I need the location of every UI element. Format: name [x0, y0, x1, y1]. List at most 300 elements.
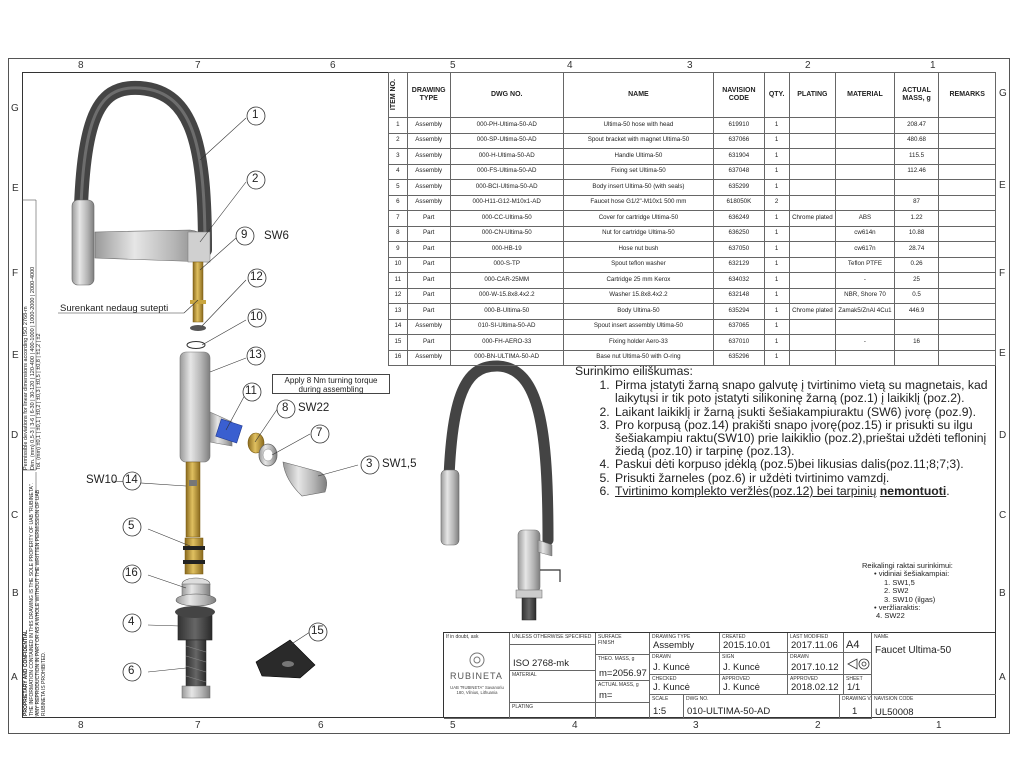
modified-value: 2017.11.06 [791, 640, 838, 651]
cell-remarks [939, 118, 996, 134]
cell-dwg: 000-S-TP [450, 257, 563, 273]
cell-mass [894, 350, 939, 366]
unless-label: UNLESS OTHERWISE SPECIFIED [512, 634, 592, 640]
assembly-notes [575, 365, 995, 498]
cell-material [836, 149, 895, 165]
cell-code: 618050K [714, 195, 765, 211]
cell-item: 9 [389, 242, 408, 258]
cell-dwg: 000-CAR-25MM [450, 273, 563, 289]
scale-value: 1:5 [653, 706, 667, 717]
cell-mass: 208.47 [894, 118, 939, 134]
cell-code: 634032 [714, 273, 765, 289]
note-item: 5. Prisukti žarneles (poz.6) ir uždėti tvirtinimo vamzdį. [613, 472, 995, 485]
table-row [389, 242, 996, 258]
grid-col-label: 3 [687, 60, 693, 71]
cell-code: 636250 [714, 226, 765, 242]
table-row [389, 195, 996, 211]
cell-plating [789, 164, 836, 180]
cell-plating [789, 195, 836, 211]
note-item-6-text: Tvirtinimo komplekto veržlės(poz.12) bei tarpinių [615, 483, 877, 498]
cell-material [836, 164, 895, 180]
cell-qty: 1 [764, 350, 789, 366]
callout-11: 11 [245, 385, 257, 397]
cell-dwg: 010-SI-Ultima-50-AD [450, 319, 563, 335]
grid-row-label: B [999, 588, 1006, 599]
callout-12: 12 [250, 271, 263, 283]
cell-mass [894, 319, 939, 335]
dwg-value: 010-ULTIMA-50-AD [687, 706, 771, 717]
table-row [389, 133, 996, 149]
cell-dwg: 000-CN-Ultima-50 [450, 226, 563, 242]
cell-qty: 1 [764, 273, 789, 289]
grid-col-label: 4 [567, 60, 573, 71]
grid-col-label: 7 [195, 720, 201, 731]
cell-remarks [939, 335, 996, 351]
note-item: 2. Laikant laikiklį ir žarną įsukti šešiakampiuraktu (SW6) įvorę (poz.9). [613, 406, 995, 419]
table-row [389, 149, 996, 165]
cell-item: 14 [389, 319, 408, 335]
cell-dwg: 000-H11-G12-M10x1-AD [450, 195, 563, 211]
tolerance-dims: Dim. (mm) 0,5-3 | 3-6 | 6-30 | 30-120 | 120-400 | 400-1000 | 1000-2000 | 2000-4000 [29, 266, 36, 470]
callout-15: 15 [311, 625, 324, 637]
callout-sw10: SW10 [86, 474, 118, 486]
cell-item: 10 [389, 257, 408, 273]
cell-name: Washer 15.8x8.4x2.2 [563, 288, 713, 304]
cell-material: ABS [836, 211, 895, 227]
dwg-label: DWG NO. [686, 696, 709, 702]
cell-code: 637066 [714, 133, 765, 149]
cell-material [836, 133, 895, 149]
callout-2: 2 [252, 173, 259, 185]
torque-line-1: Apply 8 Nm turning torque [284, 376, 378, 385]
checked-label: CHECKED [652, 676, 677, 682]
assembled-faucet-view [441, 366, 560, 620]
cell-plating [789, 118, 836, 134]
proprietary-title: PROPRIETARY AND CONFIDENTIAL [23, 629, 29, 716]
cell-remarks [939, 257, 996, 273]
cell-item: 11 [389, 273, 408, 289]
callout-5: 5 [128, 520, 135, 532]
approved-label: APPROVED [722, 676, 750, 682]
parts-table-header [389, 73, 996, 118]
created-label: CREATED [722, 634, 746, 640]
col-code: NAVISION CODE [714, 73, 765, 118]
keys-wrench-title: veržliaraktis: [878, 603, 921, 613]
cell-material [836, 319, 895, 335]
cell-item: 3 [389, 149, 408, 165]
required-keys: Reikalingi raktai surinkimui: • vidiniai šešiakampiai: 1. SW1,5 2. SW2 3. SW10 (ilgas) • veržliaraktis: 4. SW22 [862, 562, 997, 621]
projection-symbol [844, 653, 872, 675]
cell-qty: 1 [764, 226, 789, 242]
table-row [389, 257, 996, 273]
cell-plating [789, 319, 836, 335]
grid-col-label: 2 [805, 60, 811, 71]
cell-dwg: 000-H-Ultima-50-AD [450, 149, 563, 165]
note-item: 4. Paskui dėti korpuso įdėklą (poz.5)bei likusias dalis(poz.11;8;7;3). [613, 458, 995, 471]
sheet-value: 1/1 [847, 682, 861, 693]
cell-type: Part [407, 242, 450, 258]
cell-material [836, 350, 895, 366]
parts-table [388, 72, 996, 366]
cell-plating [789, 226, 836, 242]
cell-remarks [939, 164, 996, 180]
callout-4: 4 [128, 616, 135, 628]
tolerance-values: Tol. (mm) ±0,1 | ±0,1 | ±0,2 | ±0,3 | ±0,5 | ±0,8 | ±1,2 | ±2 [36, 333, 43, 470]
tolerance-title: Permissible deviations for linear dimensions according ISO 2768-m [23, 306, 29, 470]
navision-label: NAVISION CODE [874, 696, 914, 702]
cell-name: Body Ultima-50 [563, 304, 713, 320]
cell-code: 637050 [714, 242, 765, 258]
drawn-value: J. Kuncė [653, 662, 690, 673]
cell-material: Teflon PTFE [836, 257, 895, 273]
torque-note [272, 374, 390, 394]
cell-dwg: 000-BCI-Ultima-50-AD [450, 180, 563, 196]
cell-code: 635296 [714, 350, 765, 366]
cell-plating: Chrome plated [789, 304, 836, 320]
cell-material: - [836, 273, 895, 289]
drawing-v-value: 1 [852, 706, 858, 717]
note-item: 1. Pirma įstatyti žarną snapo galvutę į tvirtinimo vietą su magnetais, kad laikytųsi ir tik poto įstatyti silikoninę žarną (poz.1) į laikiklį (poz.2). [613, 379, 995, 405]
cell-type: Assembly [407, 149, 450, 165]
cell-code: 635299 [714, 180, 765, 196]
callout-7: 7 [316, 427, 323, 439]
cell-type: Part [407, 304, 450, 320]
cell-material: NBR, Shore 70 [836, 288, 895, 304]
navision-value: UL50008 [875, 707, 914, 718]
col-material: MATERIAL [836, 73, 895, 118]
table-row [389, 319, 996, 335]
cell-plating [789, 350, 836, 366]
created-value: 2015.10.01 [723, 640, 771, 651]
cell-remarks [939, 211, 996, 227]
key-item: SW22 [884, 611, 905, 621]
cell-type: Part [407, 226, 450, 242]
drawing-v-label: DRAWING V. [842, 696, 872, 702]
parts-table-body [389, 118, 996, 366]
cell-mass: 480.68 [894, 133, 939, 149]
cell-qty: 2 [764, 195, 789, 211]
drawn-date-value: 2017.10.12 [791, 662, 839, 673]
cell-name: Fixing holder Aero-33 [563, 335, 713, 351]
cell-material: - [836, 335, 895, 351]
cell-qty: 1 [764, 335, 789, 351]
cell-remarks [939, 195, 996, 211]
cell-dwg: 000-BN-ULTIMA-50-AD [450, 350, 563, 366]
grid-col-label: 7 [195, 60, 201, 71]
grid-row-label: G [999, 88, 1007, 99]
grid-col-label: 6 [330, 60, 336, 71]
cell-material: cw617n [836, 242, 895, 258]
cell-item: 6 [389, 195, 408, 211]
cell-remarks [939, 226, 996, 242]
callout-3: 3 [366, 458, 373, 470]
grid-col-label: 1 [936, 720, 942, 731]
grid-row-label: A [11, 672, 18, 683]
cell-type: Assembly [407, 319, 450, 335]
spray-head [72, 200, 94, 285]
cell-mass: 446.9 [894, 304, 939, 320]
col-type: DRAWING TYPE [407, 73, 450, 118]
cell-item: 4 [389, 164, 408, 180]
cell-type: Assembly [407, 118, 450, 134]
table-row [389, 335, 996, 351]
cell-mass: 87 [894, 195, 939, 211]
cell-remarks [939, 133, 996, 149]
handle [283, 462, 327, 496]
cell-dwg: 000-SP-Ultima-50-AD [450, 133, 563, 149]
table-row [389, 180, 996, 196]
standard-value: ISO 2768-mk [513, 658, 569, 669]
grid-row-label: C [999, 510, 1007, 521]
cell-type: Assembly [407, 350, 450, 366]
table-row [389, 118, 996, 134]
col-name: NAME [563, 73, 713, 118]
col-qty: QTY. [764, 73, 789, 118]
sheet-label: SHEET [846, 676, 863, 682]
keys-hex-title: vidiniai šešiakampiai: [878, 569, 950, 579]
cell-qty: 1 [764, 133, 789, 149]
col-dwg: DWG NO. [450, 73, 563, 118]
plating-label: PLATING [512, 704, 534, 710]
cell-item: 16 [389, 350, 408, 366]
cell-name: Hose nut bush [563, 242, 713, 258]
sign-label: SIGN [722, 654, 735, 660]
grid-col-label: 3 [693, 720, 699, 731]
cell-qty: 1 [764, 149, 789, 165]
cell-name: Ultima-50 hose with head [563, 118, 713, 134]
grid-row-label: E [12, 350, 19, 361]
cell-item: 13 [389, 304, 408, 320]
grease-note: Surenkant nedaug sutepti [60, 303, 169, 314]
cell-qty: 1 [764, 242, 789, 258]
body [180, 352, 210, 462]
doubt-label: If in doubt, ask [446, 634, 479, 640]
grid-col-label: 8 [78, 60, 84, 71]
col-item: ITEM NO. [389, 73, 408, 118]
company-cell [444, 633, 510, 719]
grid-row-label: B [12, 588, 19, 599]
cell-remarks [939, 180, 996, 196]
cell-type: Assembly [407, 195, 450, 211]
title-block [443, 632, 996, 718]
grid-row-label: A [999, 672, 1006, 683]
cell-material [836, 180, 895, 196]
key-item: SW2 [892, 586, 909, 596]
size-value: A4 [846, 639, 860, 651]
hose-nut-bush [193, 262, 203, 322]
callout-9: 9 [241, 229, 248, 241]
actual-mass-value: m= [599, 690, 613, 701]
note-item-6-bold: nemontuoti [879, 483, 947, 498]
callout-sw15: SW1,5 [382, 458, 417, 470]
cell-item: 15 [389, 335, 408, 351]
drawn-date-label: DRAWN [790, 654, 809, 660]
cell-type: Part [407, 335, 450, 351]
table-row [389, 273, 996, 289]
company-name: RUBINETA [450, 671, 503, 681]
checked-value: J. Kuncė [653, 682, 690, 693]
callout-14: 14 [125, 474, 138, 486]
scale-label: SCALE [652, 696, 669, 702]
theo-mass-value: m=2056.97 [599, 668, 647, 679]
cell-material: cw614n [836, 226, 895, 242]
cell-name: Spout teflon washer [563, 257, 713, 273]
cell-qty: 1 [764, 288, 789, 304]
cell-mass: 0.26 [894, 257, 939, 273]
cell-code: 632129 [714, 257, 765, 273]
material-label: MATERIAL [512, 672, 537, 678]
dtype-label: DRAWING TYPE [652, 634, 691, 640]
cell-dwg: 000-B-Ultima-50 [450, 304, 563, 320]
key-item: SW10 (ilgas) [892, 594, 936, 604]
approved-date-label: APPROVED [790, 676, 818, 682]
dtype-value: Assembly [653, 640, 695, 651]
cell-qty: 1 [764, 319, 789, 335]
cell-code: 619910 [714, 118, 765, 134]
cell-mass: 28.74 [894, 242, 939, 258]
grid-row-label: G [11, 103, 19, 114]
cell-name: Fixing set Ultima-50 [563, 164, 713, 180]
cell-mass: 0.5 [894, 288, 939, 304]
cell-plating [789, 288, 836, 304]
col-remarks: REMARKS [939, 73, 996, 118]
callout-13: 13 [249, 349, 262, 361]
callout-6: 6 [128, 665, 135, 677]
modified-label: LAST MODIFIED [790, 634, 829, 640]
cell-plating [789, 273, 836, 289]
grid-row-label: F [999, 268, 1006, 279]
cell-plating [789, 242, 836, 258]
cell-qty: 1 [764, 118, 789, 134]
col-mass: ACTUAL MASS, g [894, 73, 939, 118]
cell-remarks [939, 319, 996, 335]
cell-name: Spout bracket with magnet Ultima-50 [563, 133, 713, 149]
table-row [389, 164, 996, 180]
cell-code: 637065 [714, 319, 765, 335]
cell-name: Base nut Ultima-50 with O-ring [563, 350, 713, 366]
approved-date-value: 2018.02.12 [791, 682, 839, 693]
spout-insert [186, 462, 200, 537]
callout-10: 10 [250, 311, 263, 323]
cell-remarks [939, 273, 996, 289]
cell-plating [789, 335, 836, 351]
cell-mass: 16 [894, 335, 939, 351]
cell-remarks [939, 149, 996, 165]
name-label: NAME [874, 634, 889, 640]
grid-row-label: E [999, 180, 1006, 191]
notes-title: Surinkimo eiliškumas: [575, 364, 693, 378]
note-item: 3. Pro korpusą (poz.14) prakišti snapo įvorę(poz.15) ir prisukti su ilgu šešiakampiu raktu(SW10) prie laikiklio (poz.2),prieštai uždėti tefloninį žiedą (poz.10) ir tarpinę (poz.13). [613, 419, 995, 459]
table-row [389, 288, 996, 304]
grid-col-label: 8 [78, 720, 84, 731]
cell-dwg: 000-HB-19 [450, 242, 563, 258]
cell-plating [789, 133, 836, 149]
cell-plating [789, 257, 836, 273]
cell-type: Assembly [407, 133, 450, 149]
cell-code: 636249 [714, 211, 765, 227]
cell-type: Assembly [407, 180, 450, 196]
callout-16: 16 [125, 567, 138, 579]
cell-name: Nut for cartridge Ultima-50 [563, 226, 713, 242]
washer-12 [190, 325, 206, 331]
cell-name: Spout insert assembly Ultima-50 [563, 319, 713, 335]
cell-mass [894, 180, 939, 196]
cell-dwg: 000-CC-Ultima-50 [450, 211, 563, 227]
cell-mass: 10.88 [894, 226, 939, 242]
cell-plating [789, 149, 836, 165]
cell-remarks [939, 304, 996, 320]
callout-1: 1 [252, 109, 259, 121]
cell-type: Part [407, 211, 450, 227]
sign-value: J. Kuncė [723, 662, 760, 673]
actual-mass-label: ACTUAL MASS, g [598, 682, 639, 688]
cell-type: Assembly [407, 164, 450, 180]
cell-item: 7 [389, 211, 408, 227]
cell-name: Handle Ultima-50 [563, 149, 713, 165]
cell-mass: 112.46 [894, 164, 939, 180]
cell-plating: Chrome plated [789, 211, 836, 227]
cell-code: 631904 [714, 149, 765, 165]
body-insert [185, 538, 203, 574]
table-row [389, 226, 996, 242]
cell-name: Body insert Ultima-50 (with seals) [563, 180, 713, 196]
cell-qty: 1 [764, 257, 789, 273]
cell-dwg: 000-PH-Ultima-50-AD [450, 118, 563, 134]
cell-plating [789, 180, 836, 196]
cell-item: 2 [389, 133, 408, 149]
cell-dwg: 000-W-15.8x8.4x2.2 [450, 288, 563, 304]
notes-list [575, 379, 995, 498]
grid-col-label: 6 [318, 720, 324, 731]
cell-type: Part [407, 273, 450, 289]
grid-row-label: D [11, 430, 19, 441]
grid-row-label: E [12, 183, 19, 194]
cell-material [836, 118, 895, 134]
rubineta-logo [462, 651, 492, 669]
table-row [389, 304, 996, 320]
keys-title: Reikalingi raktai surinkimui: [862, 561, 953, 570]
cell-code: 637048 [714, 164, 765, 180]
key-item: SW1,5 [892, 577, 915, 587]
cell-code: 637010 [714, 335, 765, 351]
cell-name: Cartridge 25 mm Kerox [563, 273, 713, 289]
grid-col-label: 5 [450, 720, 456, 731]
grid-row-label: C [11, 510, 19, 521]
cell-qty: 1 [764, 304, 789, 320]
callout-sw6: SW6 [264, 230, 289, 242]
grid-row-label: E [999, 348, 1006, 359]
cell-item: 12 [389, 288, 408, 304]
cell-item: 1 [389, 118, 408, 134]
grid-col-label: 5 [450, 60, 456, 71]
cell-code: 635294 [714, 304, 765, 320]
cell-dwg: 000-FS-Ultima-50-AD [450, 164, 563, 180]
name-value: Faucet Ultima-50 [875, 645, 952, 656]
theo-mass-label: THEO. MASS, g [598, 656, 635, 662]
callout-sw22: SW22 [298, 402, 330, 414]
drawn-label: DRAWN [652, 654, 671, 660]
fixing-holder [256, 640, 315, 678]
approved-value: J. Kuncė [723, 682, 760, 693]
cell-dwg: 000-FH-AERO-33 [450, 335, 563, 351]
cell-remarks [939, 242, 996, 258]
grid-col-label: 2 [815, 720, 821, 731]
cell-name: Cover for cartridge Ultima-50 [563, 211, 713, 227]
grid-col-label: 4 [572, 720, 578, 731]
col-plating: PLATING [789, 73, 836, 118]
cell-name: Faucet hose G1/2"-M10x1 500 mm [563, 195, 713, 211]
table-row [389, 211, 996, 227]
